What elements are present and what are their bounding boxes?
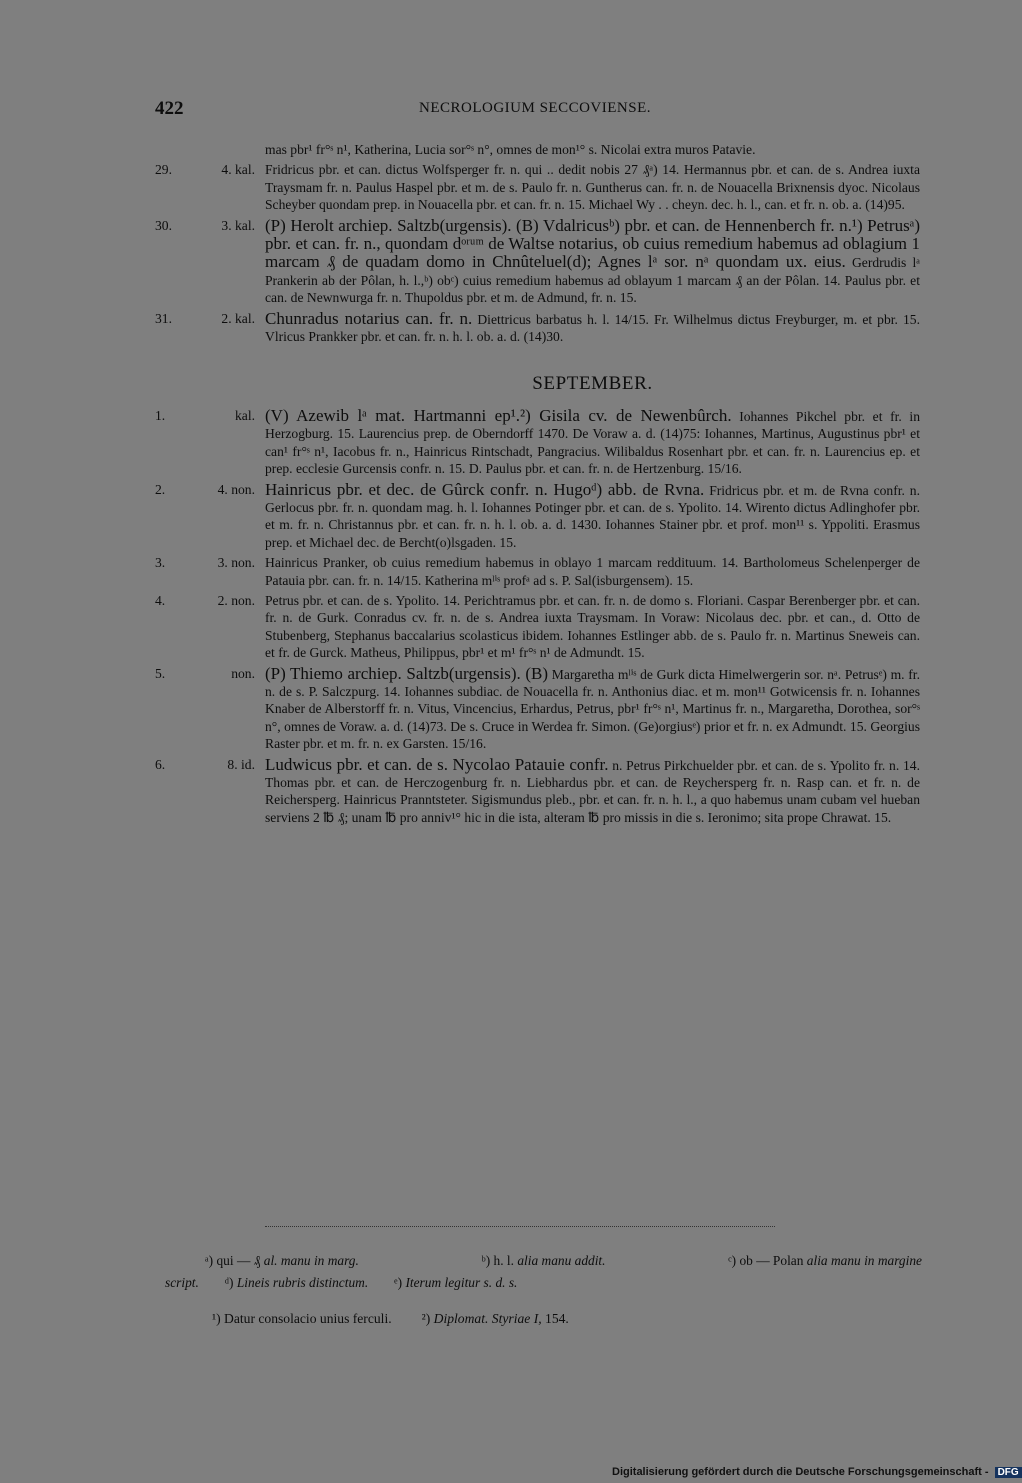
entry-day: 1. bbox=[155, 407, 166, 423]
necrology-entries bbox=[155, 141, 920, 829]
entry-day: 31. bbox=[155, 310, 172, 326]
note-mark: ᵇ) bbox=[481, 1253, 491, 1268]
entry-date: 4. non. bbox=[217, 481, 255, 497]
entry-date: non. bbox=[231, 665, 255, 681]
note-italic: Lineis rubris distinctum. bbox=[236, 1275, 369, 1290]
note-italic: alia manu in margine bbox=[806, 1253, 922, 1268]
entry-date: 8. id. bbox=[227, 756, 255, 772]
apparatus-line bbox=[165, 1250, 922, 1272]
entry-lead: Hainricus pbr. et dec. de Gûrck confr. n. Hugoᵈ) abb. de Rvna. bbox=[265, 479, 705, 499]
footnote-italic: Diplomat. Styriae I, bbox=[433, 1311, 542, 1326]
footnote-text: Datur consolacio unius ferculi. bbox=[224, 1311, 392, 1326]
entry-september-5 bbox=[155, 665, 920, 753]
entry-date: 2. non. bbox=[217, 592, 255, 608]
running-title: NECROLOGIUM SECCOVIENSE. bbox=[418, 100, 651, 116]
entry-date: kal. bbox=[234, 407, 255, 423]
entry-september-4 bbox=[155, 592, 920, 662]
apparatus-note-b bbox=[482, 1250, 606, 1272]
entry-text: n. Petrus Pirkchuelder pbr. et can. de s. Ypolito fr. n. 14. Thomas pbr. et can. de Herczogenburg fr. n. Liebhardus pbr. et can. de Reychersperg fr. n. Rasp can. et fr. n. de Reichersperg. Hainricus Pranntsteter. Sigismundus pleb., pbr. et can. fr. n. h. l., a quo habemus unam cubam vel hueban serviens 2 ℔ ₰; unam ℔ pro anniv¹° hic in die ista, alteram ℔ pro missis in die s. Ieronimo; sita prope Chrawat. 15. bbox=[265, 757, 920, 825]
footnote-2 bbox=[422, 1311, 569, 1327]
month-heading: SEPTEMBER. bbox=[532, 373, 653, 395]
apparatus-note-a bbox=[205, 1250, 359, 1272]
entry-day: 4. bbox=[155, 592, 166, 608]
entry-day: 2. bbox=[155, 481, 166, 497]
note-mark: ᵃ) bbox=[205, 1253, 214, 1268]
entry-text: Fridricus pbr. et m. de Rvna confr. n. Gerlocus pbr. fr. n. quondam mag. h. l. Iohannes Potinger pbr. et can. de s. Ypolito. 14. Wirento dictus Adlinghofer pbr. et m. fr. n. Christannus pbr. et can. fr. n. h. l. ob. a. d. 1430. Iohannes Stainer pbr. et prof. mon¹¹ s. Yppoliti. Erasmus prep. et Michael dec. de Bercht(o)lsgaden. 15. bbox=[265, 482, 920, 550]
entry-date: 2. kal. bbox=[221, 310, 255, 326]
note-italic: alia manu addit. bbox=[517, 1253, 606, 1268]
note-plain: qui — ₰ bbox=[216, 1253, 261, 1268]
page-number: 422 bbox=[155, 98, 184, 119]
entry-text: Petrus pbr. et can. de s. Ypolito. 14. Perichtramus pbr. et can. fr. n. de domo s. Floriani. Caspar Berenberger pbr. et can. fr. n. de Gurk. Conradus cv. fr. n. de s. Andrea iuxta Traysmam. In Voraw: Nicolaus dec. pbr. et can., d. Otto de Stubenberg, Stephanus baccalarius scolasticus ibidem. Iohannes Estlinger abb. de s. Paulo fr. n. Martinus Sneweis can. et fr. de Gurck. Matheus, Philippus, pbr¹ et m¹ fr°ˢ n¹ de Admundt. 15. bbox=[265, 592, 920, 661]
entry-text: Hainricus Pranker, ob cuius remedium habemus in oblayo 1 marcam reddituum. 14. Bartholomeus Schelenperger de Patauia pbr. can. fr. n. 14/15. Katherina mˡⁱˢ profᵃ ad s. P. Sal(isburgensem). 15. bbox=[265, 555, 920, 588]
entry-date: 4. kal. bbox=[221, 162, 255, 178]
note-italic: Iterum legitur s. d. s. bbox=[405, 1275, 518, 1290]
note-mark: ᵈ) bbox=[224, 1275, 234, 1290]
apparatus-separator bbox=[265, 1226, 775, 1227]
entry-lead: (P) Herolt archiep. Saltzb(urgensis). (B) Vdalricusᵇ) pbr. et can. de Hennenberch fr. n.¹) Petrusᵃ) pbr. et can. fr. n., quondam dᵒʳᵘᵐ de Waltse notarius, ob cuius remedium habemus ad oblagium 1 marcam ₰ de quadam domo in Chnûteluel(d); Agnes lᵃ sor. nᵃ quondam ux. eius. bbox=[265, 215, 920, 272]
footnote-1 bbox=[212, 1311, 392, 1327]
dfg-logo-icon: DFG bbox=[995, 1467, 1022, 1478]
entry-day: 5. bbox=[155, 665, 166, 681]
entry-text: mas pbr¹ fr°ˢ n¹, Katherina, Lucia sor°ˢ n°, omnes de mon¹° s. Nicolai extra muros Patavie. bbox=[265, 142, 756, 157]
note-plain: h. l. bbox=[493, 1253, 514, 1268]
entry-text: Gerdrudis lᵃ Prankerin ab der Pôlan, h. l.,ᵇ) obᶜ) cuius remedium habemus ad oblayum 1 marcam ₰ an der Pôlan. 14. Paulus pbr. et can. de Newnwurga fr. n. Thupoldus pbr. et m. de Admund, fr. n. 15. bbox=[265, 255, 920, 306]
entry-text: Iohannes Pikchel pbr. et fr. in Herzogburg. 15. Laurencius prep. de Oberndorff 1470. De Voraw a. d. (14)75: Iohannes, Martinus, Augustinus pbr¹ et can¹ fr°ˢ n¹, Iacobus fr. n., Hainricus Rintschadt, Pangracius. Wilibaldus Rosenhart pbr. et can. fr. n. Laurencius ep. et prep. ecclesie Gurcensis confr. n. 15. D. Paulus pbr. et can. fr. n. de Hertzenburg. 15/16. bbox=[265, 408, 920, 477]
entry-lead: (P) Thiemo archiep. Saltzb(urgensis). (B) bbox=[265, 663, 549, 683]
funding-credit bbox=[612, 1466, 1022, 1478]
critical-apparatus bbox=[165, 1250, 922, 1294]
entry-text: Margaretha mˡⁱˢ de Gurk dicta Himelwergerin sor. nᵃ. Petrusᵉ) m. fr. n. de s. P. Salczpurg. 14. Iohannes subdiac. de Nouacella fr. n. Anthonius diac. et m. mon¹¹ Gotwicensis fr. n. Iohannes Knaber de Alberstorff fr. n. Vitus, Vincencius, Erhardus, Petrus, pbr¹ fr°ˢ n¹, Martinus fr. n., Margaretha, Dorothea, sor°ˢ n°, omnes de Voraw. a. d. (14)73. De s. Cruce in Werdea fr. Simon. (Ge)orgiusᵉ) prior et fr. n. ex Admundt. 15. Georgius Raster pbr. et m. fr. n. ex Garsten. 15/16. bbox=[265, 666, 920, 752]
entry-text: Diettricus barbatus h. l. 14/15. Fr. Wilhelmus dictus Freyburger, m. et pbr. 15. Vlricus Prankker pbr. et can. fr. n. h. l. ob. a. d. (14)30. bbox=[265, 311, 920, 345]
entry-date: 3. kal. bbox=[221, 217, 255, 233]
entry-august-30 bbox=[155, 217, 920, 307]
apparatus-note-c bbox=[728, 1250, 922, 1272]
footnotes bbox=[212, 1311, 912, 1327]
entry-august-31 bbox=[155, 310, 920, 346]
entry-lead: (V) Azewib lᵃ mat. Hartmanni ep¹.²) Gisila cv. de Newenbûrch. bbox=[265, 405, 732, 425]
apparatus-note-e bbox=[394, 1272, 517, 1294]
note-mark: ᶜ) bbox=[728, 1253, 737, 1268]
footnote-text: 154. bbox=[545, 1311, 569, 1326]
entry-september-3 bbox=[155, 554, 920, 589]
note-mark: ᵉ) bbox=[394, 1275, 403, 1290]
entry-date: 3. non. bbox=[217, 555, 255, 571]
entry-lead: Chunradus notarius can. fr. n. bbox=[265, 308, 473, 328]
entry-text: Fridricus pbr. et can. dictus Wolfsperger fr. n. qui .. dedit nobis 27 ₰ᵃ) 14. Hermannus pbr. et can. de s. Andrea iuxta Traysmam fr. n. Paulus Haspel pbr. et m. de s. Paulo fr. n. Guntherus can. fr. n. de Nouacella Brixnensis dyoc. Nicolaus Scheyber quondam prep. in Nouacella pbr. et can. fr. n. 15. Michael Wy . . cheyn. dec. h. l., can. et fr. n. ob. a. (14)95. bbox=[265, 162, 920, 213]
apparatus-note-c-cont: script. bbox=[165, 1275, 199, 1290]
entry-day: 30. bbox=[155, 217, 172, 233]
note-italic: al. manu in marg. bbox=[263, 1253, 359, 1268]
footnote-mark: ²) bbox=[421, 1311, 431, 1326]
apparatus-line bbox=[165, 1272, 922, 1294]
footnote-mark: ¹) bbox=[212, 1311, 221, 1326]
entry-day: 29. bbox=[155, 162, 172, 178]
apparatus-note-d bbox=[225, 1272, 368, 1294]
entry-september-1 bbox=[155, 407, 920, 478]
entry-august-28-cont bbox=[155, 141, 920, 158]
entry-august-29 bbox=[155, 161, 920, 213]
entry-september-2 bbox=[155, 481, 920, 552]
note-plain: ob — Polan bbox=[739, 1253, 804, 1268]
entry-september-6 bbox=[155, 756, 920, 827]
funding-text: Digitalisierung gefördert durch die Deutsche Forschungsgemeinschaft - bbox=[612, 1466, 989, 1478]
page-header bbox=[155, 98, 915, 122]
entry-day: 6. bbox=[155, 756, 166, 772]
entry-lead: Ludwicus pbr. et can. de s. Nycolao Patauie confr. bbox=[265, 754, 609, 774]
entry-day: 3. bbox=[155, 555, 166, 571]
